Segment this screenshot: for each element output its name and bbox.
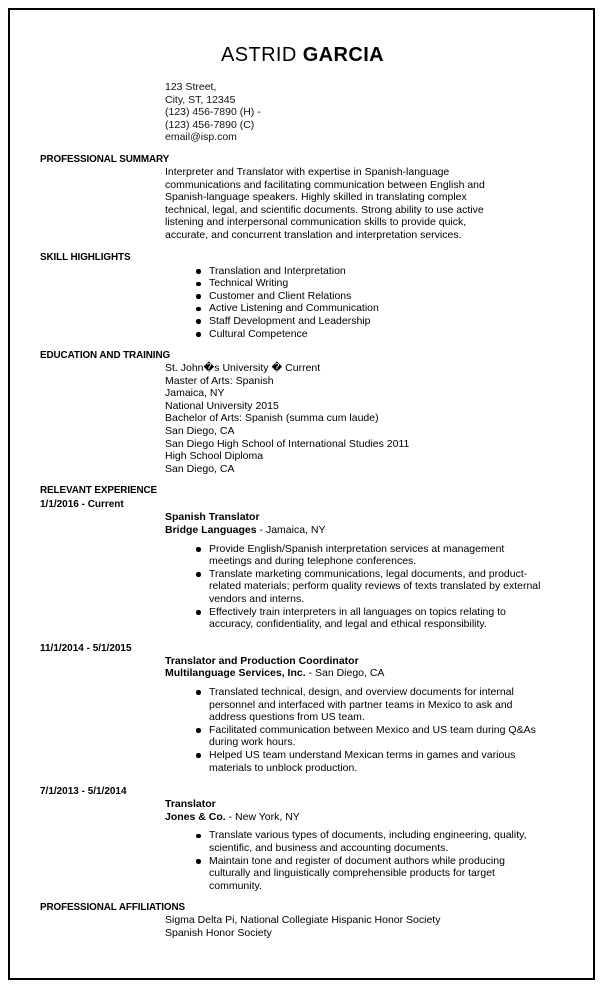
last-name: GARCIA [302,44,384,66]
education-line: San Diego High School of International Studies 2011 [165,437,410,450]
experience-bullet-list [40,686,565,774]
list-item: Customer and Client Relations [196,290,549,303]
list-item: Staff Development and Leadership [196,315,549,328]
contact-city-state-zip: City, ST, 12345 [165,93,236,106]
contact-street: 123 Street, [165,81,217,93]
list-item: Facilitated communication between Mexico and US team during Q&As during work hours. [196,724,549,749]
education-line: San Diego, CA [165,462,235,475]
education-entries [165,362,565,475]
experience-entry [40,498,565,630]
professional-summary-text: Interpreter and Translator with expertise in Spanish-language communications and facilitating communication between English and Spanish-language speakers. Highly skilled in translating complex technical, legal, and scientific documents. Strong ability to use active listening and interpersonal communication skills to provide quick, accurate, and concurrent translation and interpretation services. [165,165,485,241]
section-title-education-and-training: EDUCATION AND TRAINING [40,349,171,362]
first-name: ASTRID [220,44,297,66]
section-title-professional-summary: PROFESSIONAL SUMMARY [40,152,170,165]
experience-organization [165,667,565,680]
section-professional-summary [40,153,565,242]
section-title-skill-highlights: SKILL HIGHLIGHTS [40,250,131,263]
list-item: Translated technical, design, and overview documents for internal personnel and interfaced with partner teams in Mexico to ask and address questions from US team. [196,686,549,724]
experience-company-name: Jones & Co. [165,810,226,823]
section-title-relevant-experience: RELEVANT EXPERIENCE [40,484,158,497]
resume-content [10,10,593,978]
contact-phone-cell: (123) 456-7890 (C) [165,118,255,131]
affiliation-line: Spanish Honor Society [165,926,272,939]
section-title-professional-affiliations: PROFESSIONAL AFFILIATIONS [40,901,185,914]
list-item: Active Listening and Communication [196,302,549,315]
list-item: Translate marketing communications, legal documents, and product-related materials; perform quality reviews of texts translated by external vendors and interns. [196,568,549,606]
list-item: Cultural Competence [196,328,549,341]
section-skill-highlights [40,251,565,341]
section-relevant-experience [40,484,565,892]
experience-company-name: Multilanguage Services, Inc. [165,667,306,680]
education-line: St. John�s University � Current [165,362,321,375]
experience-location: - New York, NY [228,810,300,823]
experience-entry [40,785,565,892]
experience-dates: 1/1/2016 - Current [40,498,124,511]
list-item: Helped US team understand Mexican terms in games and various materials to unblock production. [196,749,549,774]
list-item: Maintain tone and register of document authors while producing culturally and linguistically comprehensible products for target community. [196,855,549,893]
section-professional-affiliations [40,901,565,939]
spacer [40,631,565,640]
resume-page [8,8,595,980]
contact-block [165,81,565,144]
spacer [40,774,565,783]
experience-company-name: Bridge Languages [165,524,257,537]
list-item: Translation and Interpretation [196,265,549,278]
list-item: Provide English/Spanish interpretation services at management meetings and during telephone conferences. [196,543,549,568]
experience-location: - Jamaica, NY [259,524,326,537]
experience-entry [40,642,565,774]
experience-job-title: Translator and Production Coordinator [165,654,359,667]
experience-job-title: Spanish Translator [165,511,260,524]
list-item: Effectively train interpreters in all languages on topics relating to accuracy, confidentiality, and legal and ethical responsibility. [196,606,549,631]
experience-job-title: Translator [165,798,216,811]
contact-phone-home: (123) 456-7890 (H) - [165,106,261,119]
education-line: National University 2015 [165,399,279,412]
section-education-and-training [40,349,565,475]
experience-dates: 11/1/2014 - 5/1/2015 [40,641,132,654]
experience-location: - San Diego, CA [308,667,385,680]
candidate-name [40,44,565,67]
list-item: Technical Writing [196,277,549,290]
affiliation-line: Sigma Delta Pi, National Collegiate Hispanic Honor Society [165,914,441,927]
list-item: Translate various types of documents, including engineering, quality, scientific, and business and accounting documents. [196,829,549,854]
affiliations-entries [165,914,565,939]
experience-dates: 7/1/2013 - 5/1/2014 [40,785,127,798]
education-line: Bachelor of Arts: Spanish (summa cum laude) [165,412,379,425]
education-line: San Diego, CA [165,425,235,438]
experience-organization [165,811,565,824]
experience-organization [165,524,565,537]
experience-bullet-list [40,543,565,631]
experience-bullet-list [40,829,565,892]
contact-email: email@isp.com [165,131,237,144]
education-line: Jamaica, NY [165,387,225,400]
education-line: Master of Arts: Spanish [165,374,274,387]
skill-highlights-list [40,265,565,341]
education-line: High School Diploma [165,450,264,463]
